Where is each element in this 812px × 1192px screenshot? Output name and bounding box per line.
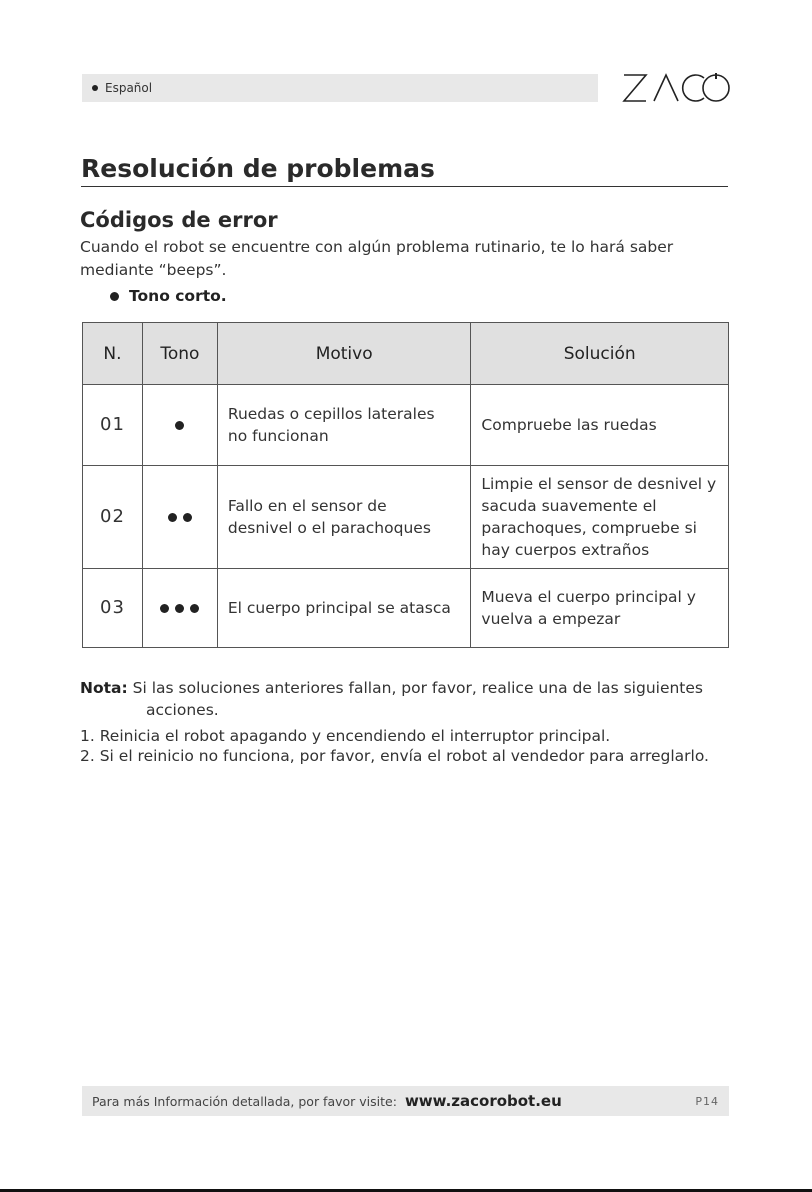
error-number: 02 — [83, 466, 143, 569]
beep-dot-icon — [190, 604, 199, 613]
error-number: 01 — [83, 385, 143, 466]
note-text: Si las soluciones anteriores fallan, por favor, realice una de las siguientes — [132, 679, 703, 697]
page-title: Resolución de problemas — [81, 154, 435, 183]
tone-bullet — [110, 287, 227, 305]
solution-cell: Mueva el cuerpo principal y vuelva a empezar — [471, 569, 729, 648]
reason-cell: Ruedas o cepillos laterales no funcionan — [217, 385, 471, 466]
language-bar — [82, 74, 598, 102]
table-row — [83, 385, 729, 466]
title-divider — [81, 186, 728, 187]
reason-cell: El cuerpo principal se atasca — [217, 569, 471, 648]
error-codes-table — [82, 322, 729, 648]
table-row — [83, 466, 729, 569]
beep-dot-icon — [175, 604, 184, 613]
solution-cell: Compruebe las ruedas — [471, 385, 729, 466]
beep-dot-icon — [168, 513, 177, 522]
beep-indicator — [142, 569, 217, 648]
reason-cell: Fallo en el sensor de desnivel o el parachoques — [217, 466, 471, 569]
intro-text: Cuando el robot se encuentre con algún problema rutinario, te lo hará saber mediante “beeps”. — [80, 238, 674, 279]
footer-bar — [82, 1086, 729, 1116]
tone-bullet-label: Tono corto. — [129, 287, 227, 305]
beep-dot-icon — [175, 421, 184, 430]
header-reason: Motivo — [217, 323, 471, 385]
beep-indicator — [142, 385, 217, 466]
website-link[interactable]: www.zacorobot.eu — [404, 1092, 562, 1110]
header-tone: Tono — [142, 323, 217, 385]
note-block — [80, 677, 740, 721]
language-label: Español — [105, 81, 153, 95]
zaco-logo — [622, 70, 730, 106]
list-item: 2. Si el reinicio no funciona, por favor, envía el robot al vendedor para arreglarlo. — [80, 747, 709, 765]
solution-cell: Limpie el sensor de desnivel y sacuda suavemente el parachoques, compruebe si hay cuerpos extraños — [471, 466, 729, 569]
error-number: 03 — [83, 569, 143, 648]
note-text-continued: acciones. — [146, 701, 219, 719]
header-num: N. — [83, 323, 143, 385]
note-label: Nota: — [80, 679, 128, 697]
beep-dot-icon — [183, 513, 192, 522]
section-heading: Códigos de error — [80, 208, 278, 232]
bullet-icon — [110, 292, 119, 301]
footer-text: Para más Información detallada, por favor visite: — [92, 1093, 397, 1109]
beep-dot-icon — [160, 604, 169, 613]
table-row — [83, 569, 729, 648]
beep-indicator — [142, 466, 217, 569]
list-item: 1. Reinicia el robot apagando y encendiendo el interruptor principal. — [80, 727, 611, 745]
bullet-icon — [92, 85, 98, 91]
header-solution: Solución — [471, 323, 729, 385]
table-header-row — [83, 323, 729, 385]
steps-list — [80, 726, 760, 766]
page-number: P14 — [695, 1094, 719, 1108]
